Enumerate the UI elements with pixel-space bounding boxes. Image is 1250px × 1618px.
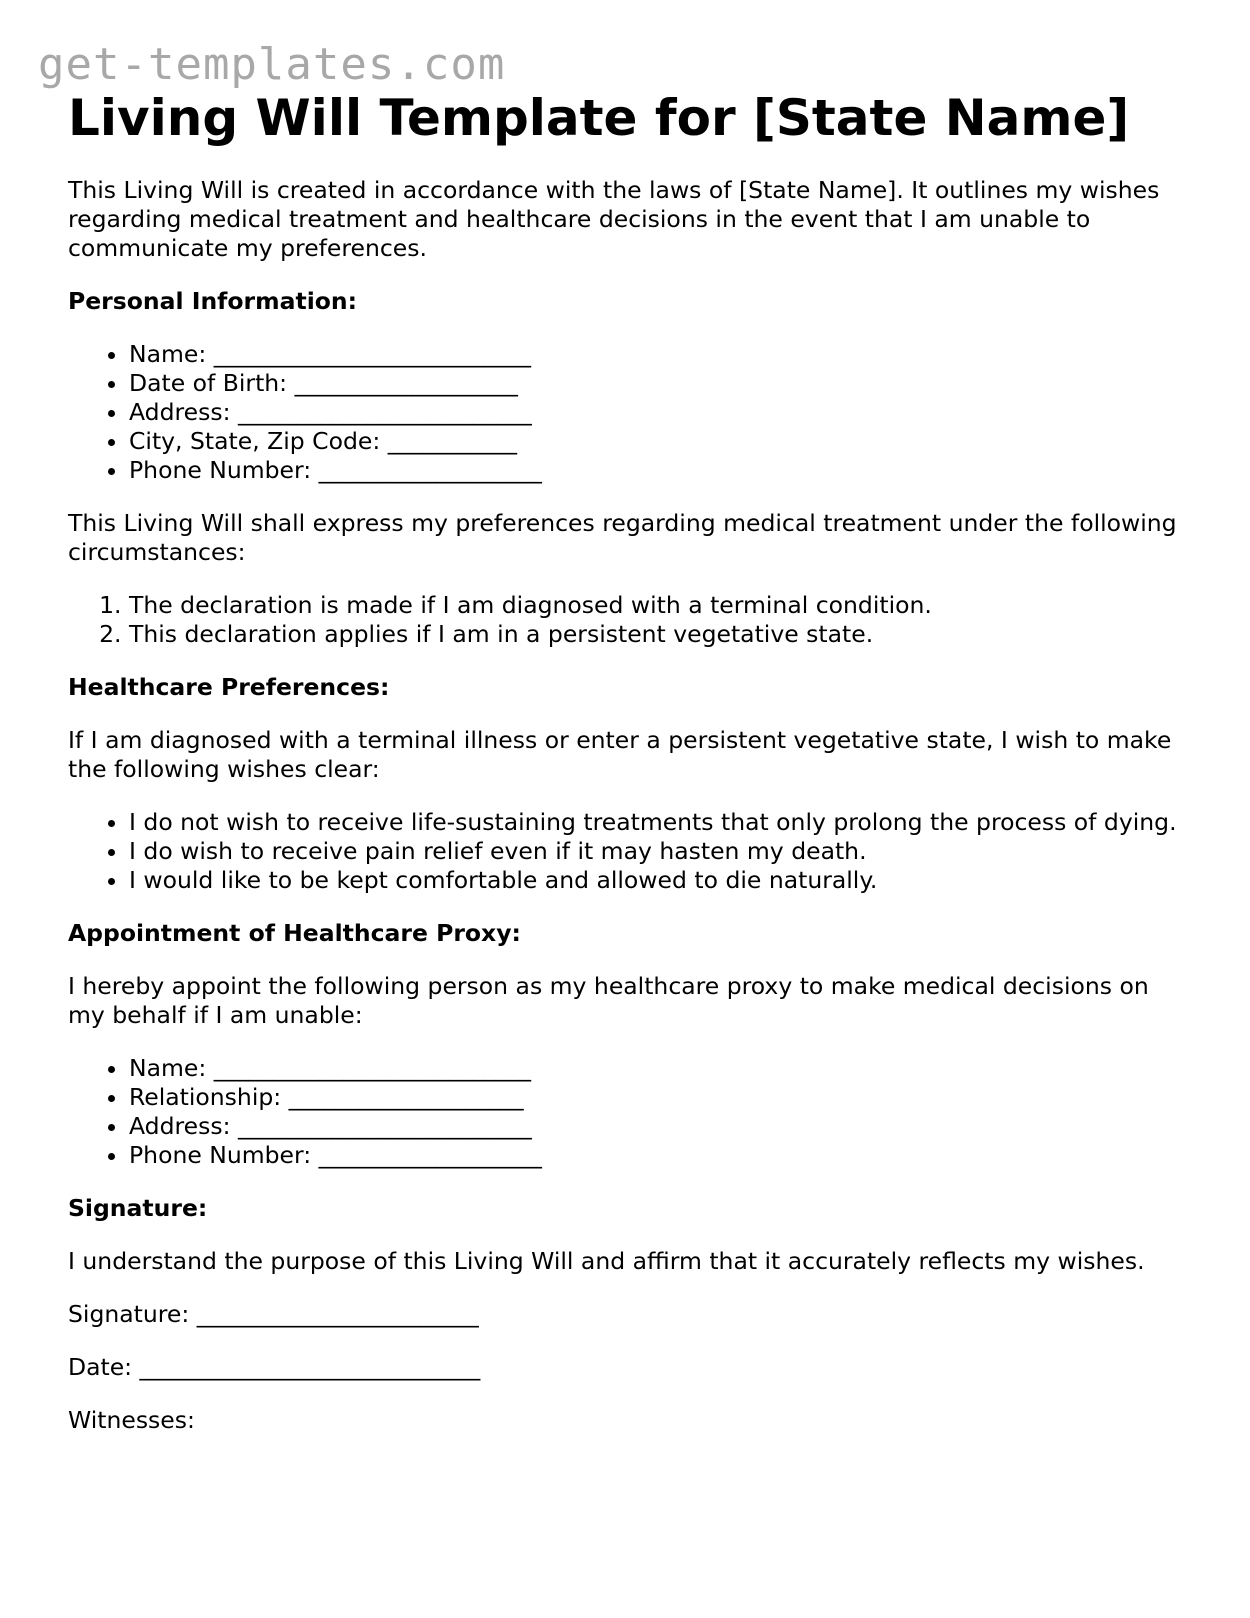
preference-item: • I do not wish to receive life-sustaining treatments that only prolong the process of dying. [129, 808, 1188, 837]
proxy-phone-field[interactable]: • Phone Number: ___________________ [129, 1141, 1188, 1170]
witnesses-label: Witnesses: [68, 1406, 195, 1434]
circumstance-item: 2. This declaration applies if I am in a persistent vegetative state. [129, 620, 1188, 649]
personal-phone-field[interactable]: • Phone Number: ___________________ [129, 456, 1188, 485]
proxy-paragraph: I hereby appoint the following person as my healthcare proxy to make medical decisions on my behalf if I am unable: [68, 972, 1149, 1029]
personal-info-heading: Personal Information: [68, 287, 358, 315]
healthcare-preferences-list [68, 808, 1188, 895]
personal-city-state-zip-field[interactable]: • City, State, Zip Code: ___________ [129, 427, 1188, 456]
personal-info-list [68, 340, 1188, 485]
intro-paragraph: This Living Will is created in accordance with the laws of [State Name]. It outlines my wishes regarding medical treatment and healthcare decisions in the event that I am unable to communicate my preferences. [68, 176, 1160, 262]
proxy-list [68, 1054, 1188, 1170]
signature-paragraph: I understand the purpose of this Living Will and affirm that it accurately reflects my wishes. [68, 1247, 1145, 1275]
healthcare-preferences-heading: Healthcare Preferences: [68, 673, 390, 701]
proxy-heading: Appointment of Healthcare Proxy: [68, 919, 521, 947]
date-field[interactable]: Date: _____________________________ [68, 1353, 481, 1381]
personal-dob-field[interactable]: • Date of Birth: ___________________ [129, 369, 1188, 398]
proxy-address-field[interactable]: • Address: _________________________ [129, 1112, 1188, 1141]
page-title: Living Will Template for [State Name] [68, 89, 1130, 147]
signature-field[interactable]: Signature: ________________________ [68, 1300, 479, 1328]
preference-item: • I do wish to receive pain relief even if it may hasten my death. [129, 837, 1188, 866]
signature-heading: Signature: [68, 1194, 208, 1222]
preference-item: • I would like to be kept comfortable and allowed to die naturally. [129, 866, 1188, 895]
proxy-name-field[interactable]: • Name: ___________________________ [129, 1054, 1188, 1083]
healthcare-preferences-paragraph: If I am diagnosed with a terminal illness or enter a persistent vegetative state, I wish to make the following wishes clear: [68, 726, 1172, 783]
personal-address-field[interactable]: • Address: _________________________ [129, 398, 1188, 427]
circumstances-list [68, 591, 1188, 649]
document-body [68, 88, 1188, 1459]
proxy-relationship-field[interactable]: • Relationship: ____________________ [129, 1083, 1188, 1112]
circumstances-paragraph: This Living Will shall express my preferences regarding medical treatment under the following circumstances: [68, 509, 1177, 566]
personal-name-field[interactable]: • Name: ___________________________ [129, 340, 1188, 369]
circumstance-item: 1. The declaration is made if I am diagnosed with a terminal condition. [129, 591, 1188, 620]
watermark: get-templates.com [38, 39, 506, 90]
